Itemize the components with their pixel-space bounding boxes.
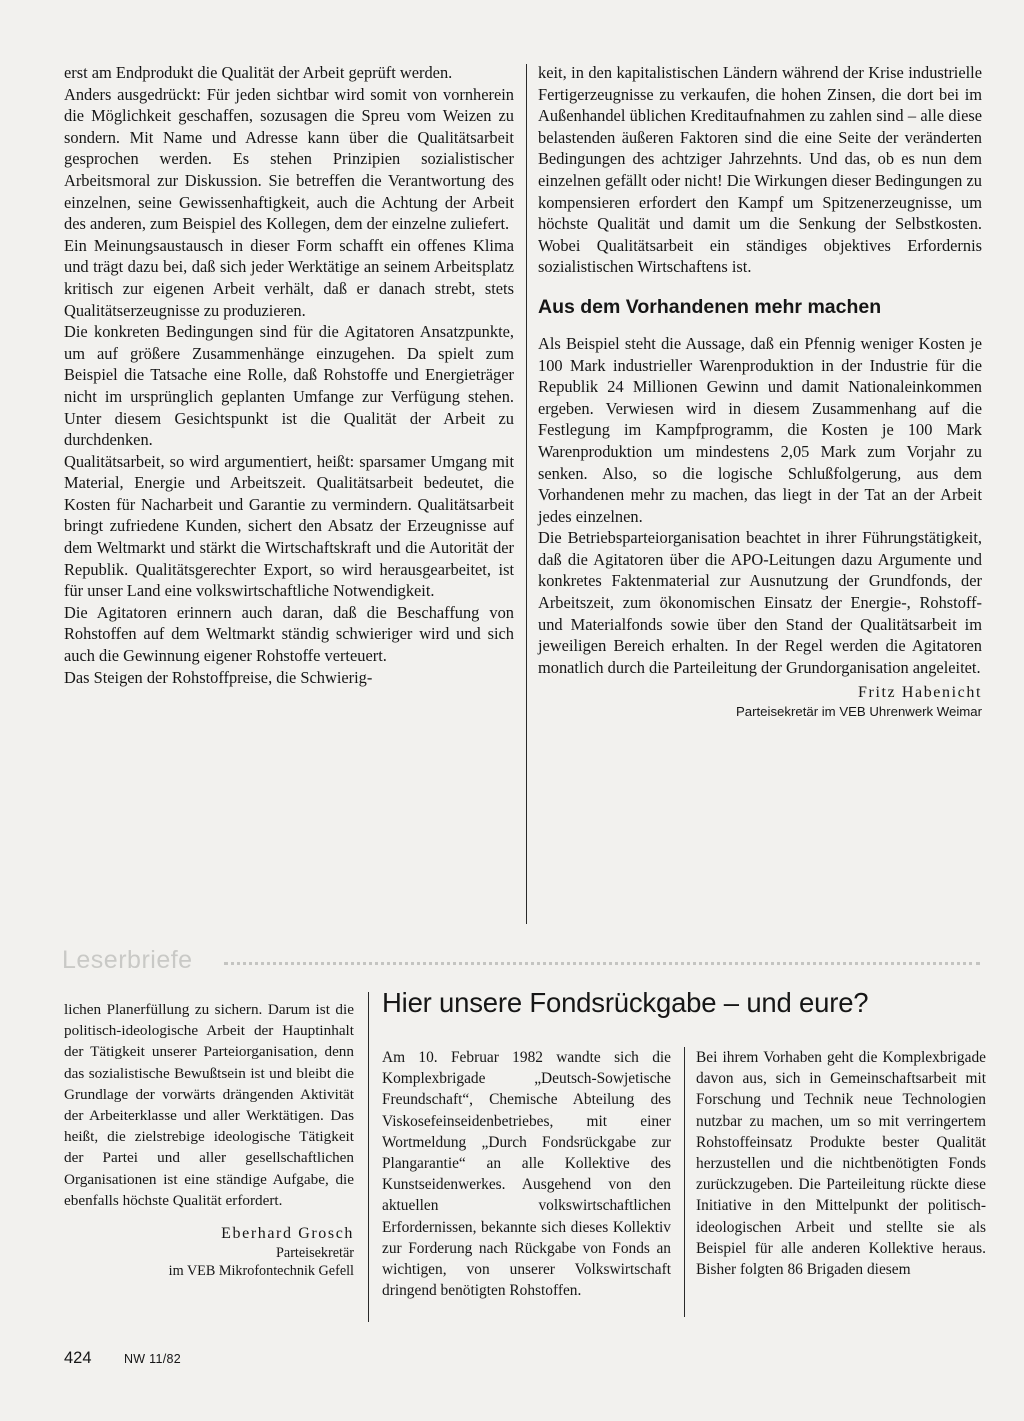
paragraph: Die Agitatoren erinnern auch daran, daß die Beschaffung von Rohstoffen auf dem Weltmarkt ständig schwieriger wird und sich auch die Gewinnung eigener Rohstoffe verteuert. xyxy=(64,602,514,666)
paragraph: Die konkreten Bedingungen sind für die Agitatoren Ansatzpunkte, um auf größere Zusammenhänge einzugehen. Da spielt zum Beispiel die Tatsache eine Rolle, daß Rohstoffe und Energieträger nicht im ursprünglich geplanten Umfange zur Verfügung stehen. Unter diesem Gesichtspunkt ist die Qualität der Arbeit zu durchdenken. xyxy=(64,322,514,450)
paragraph: Als Beispiel steht die Aussage, daß ein Pfennig weniger Kosten je 100 Mark industrieller Warenproduktion in der Industrie für die Republik 24 Millionen Gewinn und damit Nationaleinkommen ergeben. Verwiesen wird in diesem Zusammenhang auf die Festlegung im Kampfprogramm, die Kosten je 100 Mark Warenproduktion um mindestens 2,05 Mark zum Vorjahr zu senken. Also, so die logische Schlußfolgerung, aus dem Vorhandenen mehr zu machen, das liegt in der Tat an der Arbeit jedes einzelnen. xyxy=(538,333,982,526)
paragraph: Die Betriebsparteiorganisation beachtet in ihrer Führungstätigkeit, daß die Agitatoren über die APO-Leitungen dazu Argumente und konkretes Faktenmaterial zur Ausnutzung der Grundfonds, der Arbeitszeit, zum ökonomischen Einsatz der Energie-, Rohstoff- und Materialfonds sowie über den Stand der Qualitätsarbeit im jeweiligen Bereich erhalten. In der Regel werden die Agitatoren monatlich durch die Parteileitung der Grundorganisation angeleitet. xyxy=(538,528,982,677)
article-column-right xyxy=(538,62,982,721)
issue-label: NW 11/82 xyxy=(123,1352,182,1366)
page-footer xyxy=(64,1349,181,1368)
section-divider xyxy=(224,962,980,965)
paragraph: lichen Planerfüllung zu sichern. Darum ist die politisch-ideologische Arbeit der Hauptinhalt der Tätigkeit unserer Parteiorganisation, denn das sozialistische Bewußtsein ist und bleibt die Grundlage der vorwärts drängenden Aktivität der Arbeiterklasse und aller Werktätigen. Das heißt, die zielstrebige ideologische Tätigkeit der Partei und aller gesellschaftlichen Organisationen ist eine ständige Aufgabe, die ebenfalls höchste Qualität erfordert. xyxy=(64,1001,354,1209)
author-role: im VEB Mikrofontechnik Gefell xyxy=(168,1263,354,1280)
section-label: Leserbriefe xyxy=(62,946,193,974)
author-role: Parteisekretär xyxy=(276,1245,354,1262)
paragraph: Bei ihrem Vorhaben geht die Komplexbrigade davon aus, sich in Gemeinschaftsarbeit mit Forschung und Technik neue Technologien nutzbar zu machen, um so mit verringertem Rohstoffeinsatz Produkte bester Qualität herzustellen und die nichtbenötigten Fonds zurückzugeben. Die Parteileitung rückte diese Initiative in den Mittelpunkt der politisch-ideologischen Arbeit und stellte sie als Beispiel für alle anderen Kollektive heraus. Bisher folgten 86 Brigaden diesem xyxy=(696,1049,986,1279)
paragraph: Anders ausgedrückt: Für jeden sichtbar wird somit von vornherein die Möglichkeit geschaffen, sozusagen die Spreu vom Weizen zu sondern. Mit Name und Adresse kann über die Qualitätsarbeit gesprochen werden. Es stehen Prinzipien sozialistischer Arbeitsmoral zur Diskussion. Sie betreffen die Verantwortung des einzelnen, seine Gewissenhaftigkeit, auch die Achtung der Arbeit des anderen, zum Beispiel des Kollegen, dem der einzelne zuliefert. xyxy=(64,84,514,234)
column-divider xyxy=(368,992,369,1322)
column-divider xyxy=(526,64,527,924)
letter-headline: Hier unsere Fondsrückgabe – und eure? xyxy=(382,987,869,1018)
column-divider xyxy=(684,1047,685,1317)
article-subheading: Aus dem Vorhandenen mehr machen xyxy=(538,295,882,318)
author-name: Fritz Habenicht xyxy=(858,684,982,702)
paragraph: Am 10. Februar 1982 wandte sich die Komplexbrigade „Deutsch-Sowjetische Freundschaft“, Chemische Abteilung des Viskosefeinseidenbetriebes, mit einer Wortmeldung „Durch Fondsrückgabe zur Plangarantie“ an alle Kollektive des Kunstseidenwerkes. Ausgehend von den aktuellen volkswirtschaftlichen Erfordernissen, bekannte sich dieses Kollektiv zur Forderung nach Rückgabe von Fonds an wichtigen, von unserer Volkswirtschaft dringend benötigten Rohstoffen. xyxy=(382,1049,671,1300)
letter-column-left xyxy=(64,999,354,1280)
paragraph: Qualitätsarbeit, so wird argumentiert, heißt: sparsamer Umgang mit Material, Energie und Arbeitszeit. Qualitätsarbeit bedeutet, die Kosten für Nacharbeit und Garantie zu vermindern. Qualitätsarbeit bringt zufriedene Kunden, sichert den Absatz der Erzeugnisse auf dem Weltmarkt und stärkt die Wirtschaftskraft und die Autorität der Republik. Qualitätsgerechter Export, so wird herausgearbeitet, ist für unser Land eine volkswirtschaftliche Notwendigkeit. xyxy=(64,451,514,601)
paragraph: keit, in den kapitalistischen Ländern während der Krise industrielle Fertigerzeugnisse zu verkaufen, die hohen Zinsen, die dort bei im Außenhandel üblichen Kreditaufnahmen zu zahlen sind – alle diese belastenden äußeren Faktoren sind die eine Seite der veränderten Bedingungen des achtziger Jahrzehnts. Und das, ob es nun dem einzelnen gefällt oder nicht! Die Wirkungen dieser Bedingungen zu kompensieren erfordert den Kampf um Spitzenerzeugnisse, um höchste Qualität und damit um die Senkung der Selbstkosten. Wobei Qualitätsarbeit ein ständiges objektives Erfordernis sozialistischen Wirtschaftens ist. xyxy=(538,63,982,277)
paragraph: erst am Endprodukt die Qualität der Arbeit geprüft werden. xyxy=(64,63,453,82)
page-number: 424 xyxy=(64,1349,92,1367)
author-name: Eberhard Grosch xyxy=(221,1225,354,1243)
letter-column-right xyxy=(696,1047,986,1280)
paragraph: Das Steigen der Rohstoffpreise, die Schwierig- xyxy=(64,667,373,687)
author-role: Parteisekretär im VEB Uhrenwerk Weimar xyxy=(736,704,982,720)
article-column-left xyxy=(64,62,514,688)
paragraph: Ein Meinungsaustausch in dieser Form schafft ein offenes Klima und trägt dazu bei, daß sich jeder Werktätige an seinem Arbeitsplatz kritisch zur eigenen Arbeit verhält, daß er danach strebt, stets Qualitätserzeugnisse zu produzieren. xyxy=(64,235,514,320)
letter-column-middle xyxy=(382,1047,671,1301)
